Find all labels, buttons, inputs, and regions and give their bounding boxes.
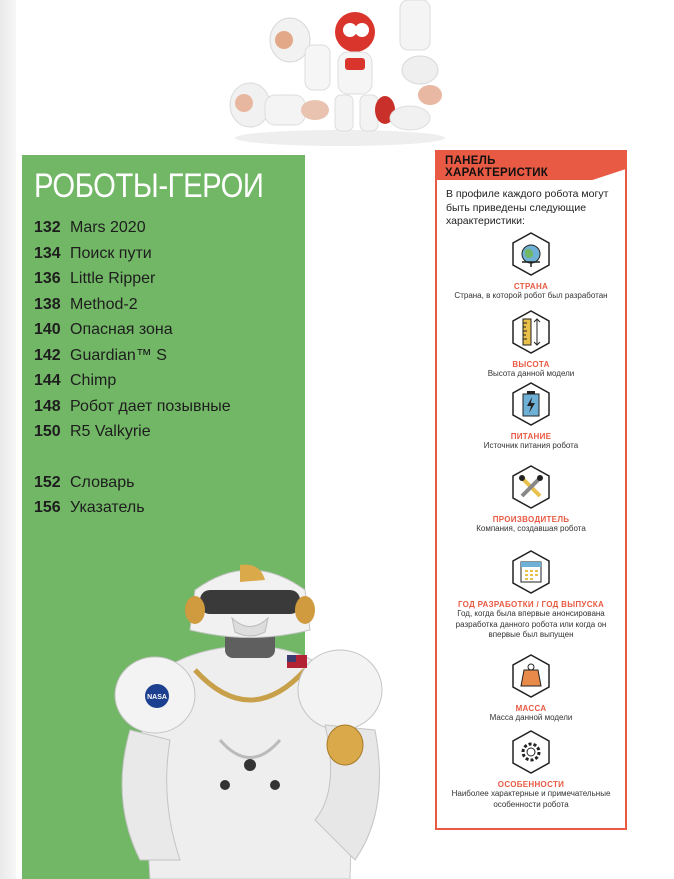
spec-item-name: ВЫСОТА	[512, 360, 550, 369]
toc-entry-title: Указатель	[70, 499, 145, 516]
spec-item-name: СТРАНА	[513, 282, 549, 291]
spec-item-desc: Страна, в которой робот был разработан	[454, 291, 608, 300]
spec-panel-title-line2: ХАРАКТЕРИСТИК	[445, 167, 549, 179]
toc-page-number: 140	[34, 321, 61, 338]
spec-panel-intro: В профиле каждого робота могут быть приведены следующие характеристики:	[446, 188, 609, 227]
spec-item-desc: Год, когда была впервые анонсирована разработка данного робота или когда он впервые был выпущен	[455, 609, 607, 639]
toc-page-number: 156	[34, 499, 61, 516]
toc-page-number: 136	[34, 270, 61, 287]
spec-item-desc: Наиболее характерные и примечательные особенности робота	[451, 789, 611, 809]
toc-spacer	[34, 445, 231, 470]
toc-page-number: 132	[34, 219, 61, 236]
weight-icon	[511, 654, 551, 698]
spec-item-features	[437, 730, 625, 810]
toc-entry-title: Робот дает позывные	[70, 397, 231, 415]
spec-item-country	[437, 232, 625, 302]
nasa-badge-text: NASA	[147, 694, 167, 701]
spec-panel-title	[445, 155, 625, 179]
ruler-icon	[511, 310, 551, 354]
toc-entry-title: Словарь	[70, 473, 135, 491]
toc-entry-title: R5 Valkyrie	[70, 423, 151, 440]
spec-item-mass	[437, 654, 625, 724]
toc-item[interactable]	[34, 394, 231, 420]
toc-page-number: 142	[34, 346, 61, 364]
spec-panel-title-line1: ПАНЕЛЬ	[445, 155, 496, 167]
toc-item[interactable]	[34, 419, 231, 445]
spec-item-name: ГОД РАЗРАБОТКИ / ГОД ВЫПУСКА	[457, 600, 605, 609]
spec-item-name: ОСОБЕННОСТИ	[497, 780, 565, 789]
spec-item-manufacturer	[437, 465, 625, 535]
toc-item[interactable]	[34, 343, 231, 369]
toc-entry-title: Chimp	[70, 372, 117, 389]
spec-item-desc: Компания, создавшая робота	[476, 524, 586, 533]
spec-item-power	[437, 382, 625, 452]
toc-page-number: 134	[34, 244, 61, 262]
page-gutter	[0, 0, 16, 879]
toc-page-number: 138	[34, 295, 61, 313]
calendar-icon	[511, 550, 551, 594]
toc-entry-title: Method-2	[70, 295, 138, 313]
toc-item[interactable]	[34, 368, 231, 394]
toc-title: РОБОТЫ-ГЕРОИ	[34, 167, 264, 205]
toc-item[interactable]	[34, 292, 231, 318]
toc-page-number: 150	[34, 423, 61, 440]
spec-panel	[435, 150, 627, 830]
battery-icon	[511, 382, 551, 426]
toc-entry-title: Опасная зона	[70, 321, 173, 338]
spec-item-name: ПРОИЗВОДИТЕЛЬ	[492, 515, 570, 524]
valkyrie-robot-image	[100, 560, 400, 879]
toc-item[interactable]	[34, 470, 231, 496]
spec-item-height	[437, 310, 625, 380]
tools-icon	[511, 465, 551, 509]
toc-item[interactable]	[34, 266, 231, 292]
toc-entry-title: Mars 2020	[70, 219, 146, 236]
spec-item-name: ПИТАНИЕ	[510, 432, 552, 441]
toc-item[interactable]	[34, 215, 231, 241]
toc-page-number: 152	[34, 473, 61, 491]
spec-item-name: МАССА	[515, 704, 547, 713]
spec-item-desc: Масса данной модели	[489, 713, 573, 722]
toc-entry-title: Поиск пути	[70, 244, 152, 262]
spec-item-year	[437, 550, 625, 641]
nao-robots-image	[220, 0, 455, 150]
toc-entry-title: Little Ripper	[70, 270, 156, 287]
toc-page-number: 148	[34, 397, 61, 415]
spec-item-desc: Источник питания робота	[483, 441, 579, 450]
globe-icon	[511, 232, 551, 276]
toc-item[interactable]	[34, 495, 231, 521]
toc-item[interactable]	[34, 241, 231, 267]
gear-icon	[511, 730, 551, 774]
toc-entry-title: Guardian™ S	[70, 346, 167, 364]
spec-item-desc: Высота данной модели	[487, 369, 575, 378]
toc-page-number: 144	[34, 372, 61, 389]
toc-list	[34, 215, 231, 521]
toc-item[interactable]	[34, 317, 231, 343]
